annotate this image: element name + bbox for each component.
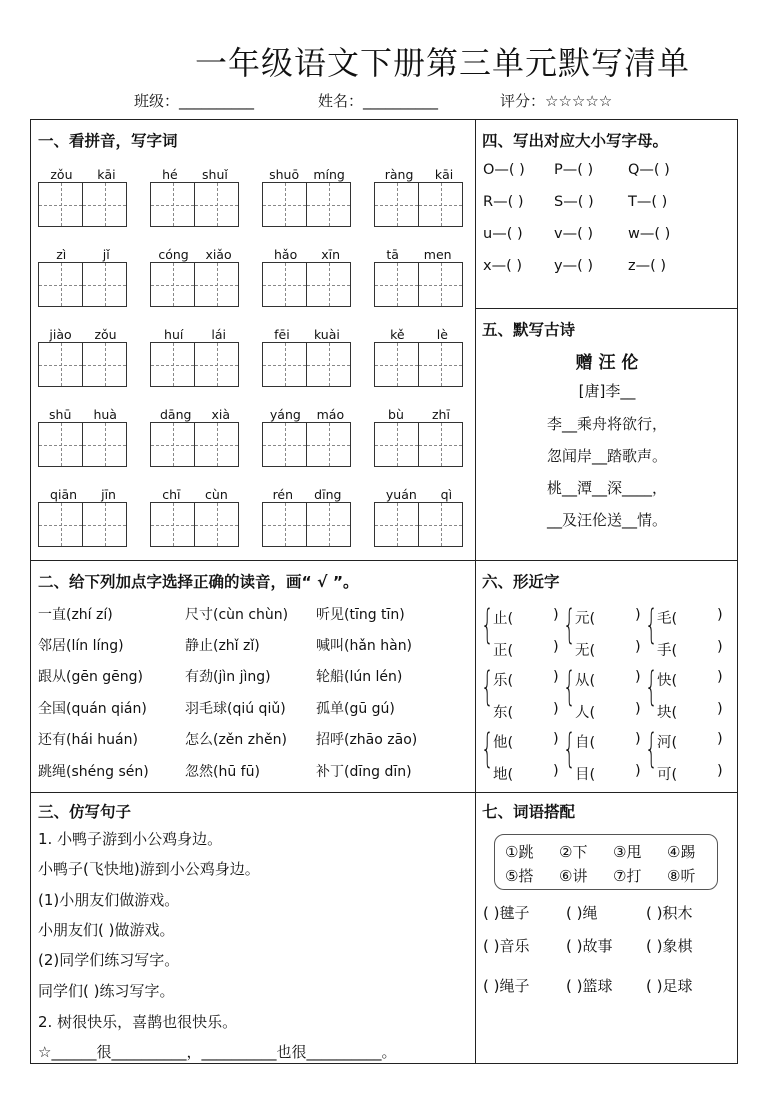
- poem-title: 赠 汪 伦: [575, 353, 639, 373]
- pinyin-syllable: fēi: [274, 327, 290, 342]
- pinyin-syllable: chī: [162, 487, 181, 502]
- pinyin-syllable: cùn: [205, 487, 228, 502]
- pronunciation-item[interactable]: 邻居(lín líng): [38, 638, 124, 654]
- pinyin-syllable: kě: [390, 327, 405, 342]
- pinyin-syllable: cóng: [158, 247, 189, 262]
- close-paren: ): [553, 701, 559, 717]
- tian-cell[interactable]: [82, 262, 127, 307]
- pronunciation-item[interactable]: 怎么(zěn zhěn): [185, 732, 287, 748]
- pronunciation-item[interactable]: 孤单(gū gú): [316, 701, 395, 717]
- tian-cell[interactable]: [418, 262, 463, 307]
- sentence-line: 2. 树很快乐，喜鹊也很快乐。: [38, 1013, 238, 1031]
- close-paren: ): [553, 607, 559, 623]
- pinyin-syllable: shū: [49, 407, 72, 422]
- similar-char[interactable]: 块(: [657, 705, 678, 721]
- pinyin-label: [150, 407, 240, 422]
- pinyin-label: [38, 487, 128, 502]
- tian-cell[interactable]: [38, 262, 83, 307]
- letter-pair[interactable]: R—( ): [483, 194, 524, 210]
- close-paren: ): [635, 701, 641, 717]
- tian-cell[interactable]: [306, 422, 351, 467]
- tian-cell[interactable]: [374, 422, 419, 467]
- close-paren: ): [553, 669, 559, 685]
- tian-cell[interactable]: [38, 422, 83, 467]
- close-paren: ): [717, 731, 723, 747]
- writing-grid[interactable]: [150, 262, 240, 307]
- sentence-line[interactable]: ☆______很__________，__________也很__________。: [38, 1043, 397, 1061]
- writing-grid[interactable]: [262, 262, 352, 307]
- section-6-title: 六、形近字: [482, 573, 560, 591]
- pinyin-syllable: rén: [272, 487, 294, 502]
- brace-icon: {: [481, 726, 494, 772]
- close-paren: ): [635, 731, 641, 747]
- brace-icon: {: [481, 602, 494, 648]
- tian-cell[interactable]: [418, 182, 463, 227]
- pinyin-syllable: huà: [93, 407, 117, 422]
- close-paren: ): [553, 763, 559, 779]
- pinyin-syllable: dāng: [160, 407, 192, 422]
- close-paren: ): [717, 639, 723, 655]
- column-divider: [475, 119, 476, 1064]
- section-3-title: 三、仿写句子: [38, 803, 132, 821]
- sentence-line: (1)小朋友们做游戏。: [38, 891, 180, 909]
- pinyin-syllable: zhī: [431, 407, 450, 422]
- row-divider-2: [30, 792, 738, 793]
- pronunciation-item[interactable]: 补丁(dīng dīn): [316, 764, 412, 780]
- writing-grid[interactable]: [38, 422, 128, 467]
- pinyin-syllable: xià: [211, 407, 230, 422]
- poem-line: 桃__潭__深____，: [546, 479, 667, 497]
- pinyin-label: [262, 487, 352, 502]
- row-divider-1: [30, 560, 738, 561]
- matching-blank[interactable]: ( )足球: [646, 977, 693, 995]
- pinyin-syllable: kuài: [313, 327, 340, 342]
- pinyin-label: [374, 487, 464, 502]
- tian-cell[interactable]: [150, 502, 195, 547]
- pronunciation-item[interactable]: 喊叫(hǎn hàn): [316, 638, 413, 654]
- writing-grid[interactable]: [374, 422, 464, 467]
- tian-cell[interactable]: [82, 182, 127, 227]
- pronunciation-item[interactable]: 尺寸(cùn chùn): [185, 607, 289, 623]
- pinyin-syllable: yuán: [385, 487, 417, 502]
- close-paren: ): [635, 763, 641, 779]
- pinyin-syllable: jiào: [49, 327, 72, 342]
- verb-choice: ⑧听: [667, 867, 696, 885]
- letter-pair[interactable]: u—( ): [483, 226, 523, 242]
- pinyin-syllable: qì: [440, 487, 453, 502]
- pinyin-label: [262, 167, 352, 182]
- letter-pair[interactable]: w—( ): [628, 226, 671, 242]
- writing-grid[interactable]: [374, 182, 464, 227]
- writing-grid[interactable]: [38, 502, 128, 547]
- pronunciation-item[interactable]: 跳绳(shéng sén): [38, 764, 149, 780]
- similar-char[interactable]: 自(: [575, 735, 596, 751]
- name-field[interactable]: 姓名：__________: [318, 92, 439, 110]
- writing-grid[interactable]: [262, 502, 352, 547]
- sentence-line[interactable]: 小朋友们( )做游戏。: [38, 921, 175, 939]
- tian-cell[interactable]: [194, 182, 239, 227]
- poem-line: 忽闻岸__踏歌声。: [546, 447, 667, 465]
- verb-choice: ④踢: [667, 843, 696, 861]
- pinyin-syllable: xiǎo: [205, 247, 232, 262]
- right-divider-1: [475, 308, 738, 309]
- pinyin-syllable: zì: [56, 247, 67, 262]
- close-paren: ): [553, 731, 559, 747]
- tian-cell[interactable]: [262, 342, 307, 387]
- brace-icon: {: [563, 664, 576, 710]
- section-7-title: 七、词语搭配: [482, 803, 576, 821]
- brace-icon: {: [645, 602, 658, 648]
- score-field: 评分：☆☆☆☆☆: [500, 92, 613, 110]
- pronunciation-item[interactable]: 静止(zhǐ zǐ): [185, 638, 260, 654]
- pronunciation-item[interactable]: 轮船(lún lén): [316, 669, 403, 685]
- verb-choice: ⑦打: [613, 867, 642, 885]
- similar-char[interactable]: 元(: [575, 611, 596, 627]
- tian-cell[interactable]: [194, 262, 239, 307]
- similar-char[interactable]: 手(: [657, 643, 678, 659]
- tian-cell[interactable]: [150, 182, 195, 227]
- pronunciation-item[interactable]: 听见(tīng tīn): [316, 607, 405, 623]
- pinyin-syllable: kāi: [97, 167, 116, 182]
- letter-pair[interactable]: x—( ): [483, 258, 523, 274]
- pronunciation-item[interactable]: 一直(zhí zí): [38, 607, 113, 623]
- verb-choice-box: [494, 834, 718, 890]
- pinyin-label: [150, 487, 240, 502]
- pronunciation-item[interactable]: 还有(hái huán): [38, 732, 138, 748]
- matching-blank[interactable]: ( )音乐: [483, 937, 530, 955]
- pinyin-syllable: zǒu: [50, 167, 73, 182]
- writing-grid[interactable]: [262, 342, 352, 387]
- pinyin-syllable: bù: [388, 407, 404, 422]
- pinyin-syllable: hé: [162, 167, 178, 182]
- pronunciation-item[interactable]: 招呼(zhāo zāo): [316, 732, 418, 748]
- close-paren: ): [553, 639, 559, 655]
- writing-grid[interactable]: [374, 262, 464, 307]
- letter-pair[interactable]: P—( ): [554, 162, 594, 178]
- brace-icon: {: [563, 726, 576, 772]
- writing-grid[interactable]: [262, 422, 352, 467]
- pinyin-syllable: dīng: [314, 487, 342, 502]
- pinyin-label: [38, 247, 128, 262]
- tian-cell[interactable]: [306, 342, 351, 387]
- pinyin-label: [38, 407, 128, 422]
- pinyin-syllable: lái: [211, 327, 226, 342]
- pinyin-label: [38, 327, 128, 342]
- pinyin-syllable: yáng: [269, 407, 301, 422]
- tian-cell[interactable]: [262, 422, 307, 467]
- letter-pair[interactable]: O—( ): [483, 162, 525, 178]
- close-paren: ): [717, 607, 723, 623]
- similar-char[interactable]: 乐(: [493, 673, 514, 689]
- tian-cell[interactable]: [306, 182, 351, 227]
- pinyin-label: [262, 407, 352, 422]
- brace-icon: {: [481, 664, 494, 710]
- matching-blank[interactable]: ( )故事: [566, 937, 613, 955]
- matching-blank[interactable]: ( )象棋: [646, 937, 693, 955]
- tian-cell[interactable]: [418, 502, 463, 547]
- tian-cell[interactable]: [374, 182, 419, 227]
- tian-cell[interactable]: [418, 422, 463, 467]
- similar-char[interactable]: 东(: [493, 705, 514, 721]
- similar-char[interactable]: 无(: [575, 643, 596, 659]
- pinyin-label: [374, 327, 464, 342]
- tian-cell[interactable]: [38, 182, 83, 227]
- tian-cell[interactable]: [82, 422, 127, 467]
- writing-grid[interactable]: [38, 262, 128, 307]
- pinyin-label: [374, 167, 464, 182]
- pinyin-syllable: ràng: [384, 167, 414, 182]
- close-paren: ): [717, 701, 723, 717]
- writing-grid[interactable]: [150, 182, 240, 227]
- tian-cell[interactable]: [38, 502, 83, 547]
- verb-choice: ②下: [559, 843, 588, 861]
- similar-char[interactable]: 他(: [493, 735, 514, 751]
- tian-cell[interactable]: [418, 342, 463, 387]
- pinyin-syllable: jīn: [101, 487, 116, 502]
- similar-char[interactable]: 目(: [575, 767, 596, 783]
- writing-grid[interactable]: [374, 502, 464, 547]
- class-field[interactable]: 班级：__________: [134, 92, 255, 110]
- letter-pair[interactable]: T—( ): [628, 194, 668, 210]
- tian-cell[interactable]: [150, 342, 195, 387]
- similar-char[interactable]: 快(: [657, 673, 678, 689]
- sentence-line: 1. 小鸭子游到小公鸡身边。: [38, 830, 223, 848]
- tian-cell[interactable]: [82, 342, 127, 387]
- close-paren: ): [717, 669, 723, 685]
- writing-grid[interactable]: [150, 502, 240, 547]
- pinyin-syllable: kāi: [434, 167, 454, 182]
- section-1-title: 一、看拼音，写字词: [38, 132, 178, 150]
- letter-pair[interactable]: y—( ): [554, 258, 594, 274]
- similar-char[interactable]: 河(: [657, 735, 678, 751]
- pinyin-syllable: jǐ: [102, 247, 110, 262]
- matching-blank[interactable]: ( )积木: [646, 904, 693, 922]
- pinyin-label: [374, 407, 464, 422]
- close-paren: ): [717, 763, 723, 779]
- matching-blank[interactable]: ( )篮球: [566, 977, 613, 995]
- matching-blank[interactable]: ( )绳: [566, 904, 598, 922]
- writing-grid[interactable]: [374, 342, 464, 387]
- tian-cell[interactable]: [262, 502, 307, 547]
- verb-choice: ③甩: [613, 843, 642, 861]
- poem-line: 李__乘舟将欲行，: [546, 415, 667, 433]
- tian-cell[interactable]: [306, 502, 351, 547]
- pinyin-label: [150, 167, 240, 182]
- similar-char[interactable]: 可(: [657, 767, 678, 783]
- poem-line: __及汪伦送__情。: [546, 511, 667, 529]
- tian-cell[interactable]: [374, 262, 419, 307]
- close-paren: ): [635, 639, 641, 655]
- pinyin-syllable: zǒu: [94, 327, 117, 342]
- pinyin-label: [262, 247, 352, 262]
- writing-grid[interactable]: [150, 422, 240, 467]
- tian-cell[interactable]: [194, 342, 239, 387]
- pinyin-label: [38, 167, 128, 182]
- pinyin-syllable: hǎo: [273, 247, 298, 262]
- pinyin-syllable: shuǐ: [202, 167, 228, 182]
- letter-pair[interactable]: Q—( ): [628, 162, 670, 178]
- tian-cell[interactable]: [194, 422, 239, 467]
- tian-cell[interactable]: [374, 342, 419, 387]
- pronunciation-item[interactable]: 羽毛球(qiú qiǔ): [185, 701, 286, 717]
- matching-blank[interactable]: ( )毽子: [483, 904, 530, 922]
- tian-cell[interactable]: [262, 262, 307, 307]
- similar-char[interactable]: 人(: [575, 705, 596, 721]
- close-paren: ): [635, 669, 641, 685]
- sentence-line: 小鸭子(飞快地)游到小公鸡身边。: [38, 860, 260, 878]
- tian-cell[interactable]: [150, 262, 195, 307]
- similar-char[interactable]: 毛(: [657, 611, 678, 627]
- tian-cell[interactable]: [306, 262, 351, 307]
- writing-grid[interactable]: [38, 342, 128, 387]
- similar-char[interactable]: 正(: [493, 643, 514, 659]
- pinyin-syllable: xīn: [321, 247, 340, 262]
- brace-icon: {: [563, 602, 576, 648]
- writing-grid[interactable]: [150, 342, 240, 387]
- similar-char[interactable]: 止(: [493, 611, 514, 627]
- sentence-line: (2)同学们练习写字。: [38, 951, 180, 969]
- pinyin-syllable: men: [423, 247, 452, 262]
- tian-cell[interactable]: [262, 182, 307, 227]
- matching-blank[interactable]: ( )绳子: [483, 977, 530, 995]
- poem-author: [唐]李__: [578, 382, 636, 400]
- pronunciation-item[interactable]: 全国(quán qián): [38, 701, 147, 717]
- section-2-title: 二、给下列加点字选择正确的读音，画“ √ ”。: [38, 573, 359, 591]
- section-4-title: 四、写出对应大小写字母。: [482, 132, 669, 150]
- similar-char[interactable]: 从(: [575, 673, 596, 689]
- tian-cell[interactable]: [82, 502, 127, 547]
- verb-choice: ⑤搭: [505, 867, 534, 885]
- writing-grid[interactable]: [38, 182, 128, 227]
- tian-cell[interactable]: [194, 502, 239, 547]
- brace-icon: {: [645, 726, 658, 772]
- pinyin-label: [262, 327, 352, 342]
- pinyin-syllable: qiān: [50, 487, 78, 502]
- similar-char[interactable]: 地(: [493, 767, 514, 783]
- pinyin-syllable: lè: [436, 327, 448, 342]
- pinyin-syllable: míng: [313, 167, 345, 182]
- letter-pair[interactable]: S—( ): [554, 194, 594, 210]
- tian-cell[interactable]: [38, 342, 83, 387]
- pinyin-syllable: huí: [164, 327, 184, 342]
- section-5-title: 五、默写古诗: [482, 321, 576, 339]
- brace-icon: {: [645, 664, 658, 710]
- pinyin-syllable: shuō: [269, 167, 300, 182]
- tian-cell[interactable]: [374, 502, 419, 547]
- close-paren: ): [635, 607, 641, 623]
- tian-cell[interactable]: [150, 422, 195, 467]
- page-title: 一年级语文下册第三单元默写清单: [194, 44, 690, 82]
- writing-grid[interactable]: [262, 182, 352, 227]
- pronunciation-item[interactable]: 跟从(gēn gēng): [38, 669, 144, 685]
- verb-choice: ⑥讲: [559, 867, 588, 885]
- pronunciation-item[interactable]: 有劲(jìn jìng): [185, 669, 271, 685]
- sentence-line[interactable]: 同学们( )练习写字。: [38, 982, 175, 1000]
- pinyin-syllable: máo: [316, 407, 345, 422]
- pinyin-syllable: tā: [386, 247, 399, 262]
- pinyin-label: [150, 247, 240, 262]
- pronunciation-item[interactable]: 忽然(hū fū): [185, 764, 260, 780]
- verb-choice: ①跳: [505, 843, 534, 861]
- pinyin-label: [150, 327, 240, 342]
- letter-pair[interactable]: v—( ): [554, 226, 594, 242]
- letter-pair[interactable]: z—( ): [628, 258, 667, 274]
- pinyin-label: [374, 247, 464, 262]
